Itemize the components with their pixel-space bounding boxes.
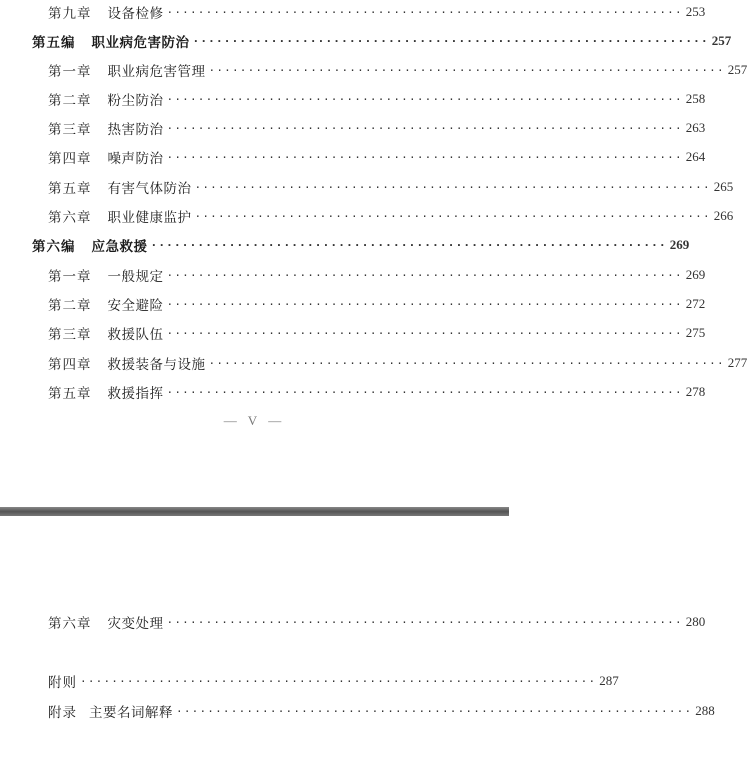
chapter-title: 救援指挥 — [107, 386, 164, 402]
page-number: 287 — [599, 673, 619, 688]
chapter-title: 安全避险 — [107, 298, 164, 314]
page-number: 253 — [685, 4, 706, 19]
dot-leader: ·································································· — [80, 674, 597, 688]
dot-leader: ·································································· — [166, 297, 683, 311]
toc-entry — [48, 264, 706, 286]
page-number: 263 — [685, 120, 706, 135]
chapter-number: 第三章 — [48, 122, 92, 138]
dot-leader: ·································································· — [208, 63, 725, 77]
part-number: 第六编 — [32, 239, 76, 255]
page-number: 269 — [669, 237, 690, 252]
toc-entry — [48, 146, 706, 168]
section-label: 附则 — [48, 675, 77, 691]
chapter-title: 噪声防治 — [107, 151, 164, 167]
toc-entry — [48, 205, 734, 227]
chapter-number: 第五章 — [48, 386, 92, 402]
chapter-number: 第一章 — [48, 64, 92, 80]
toc-entry — [48, 352, 747, 374]
page-number: 258 — [685, 91, 706, 106]
chapter-number: 第一章 — [48, 269, 92, 285]
toc-entry — [48, 1, 706, 23]
page-number: 288 — [695, 703, 715, 718]
page-number: 272 — [685, 296, 706, 311]
toc-part-entry — [32, 30, 732, 52]
toc-page-bottom — [0, 516, 715, 773]
toc-entry — [48, 611, 706, 633]
dot-leader: ·································································· — [166, 5, 683, 19]
page-number: 264 — [685, 149, 706, 164]
chapter-number: 第四章 — [48, 357, 92, 373]
dot-leader: ·································································· — [166, 385, 683, 399]
toc-entry — [48, 381, 706, 403]
page-number: 266 — [713, 208, 734, 223]
page-number: 280 — [685, 614, 706, 629]
chapter-title: 热害防治 — [107, 122, 164, 138]
chapter-number: 第四章 — [48, 151, 92, 167]
toc-entry — [48, 88, 706, 110]
dot-leader: ·································································· — [166, 268, 683, 282]
page-number: 275 — [685, 325, 706, 340]
chapter-number: 第六章 — [48, 210, 92, 226]
chapter-title: 设备检修 — [107, 6, 164, 22]
dot-leader: ·································································· — [150, 238, 667, 252]
chapter-number: 第二章 — [48, 298, 92, 314]
dot-leader: ·································································· — [166, 92, 683, 106]
chapter-number: 第五章 — [48, 181, 92, 197]
toc-entry — [48, 293, 706, 315]
chapter-number: 第九章 — [48, 6, 92, 22]
dot-leader: ·································································· — [166, 615, 683, 629]
toc-entry — [48, 117, 706, 139]
part-title: 应急救援 — [91, 239, 148, 255]
page-number: 257 — [711, 33, 732, 48]
chapter-title: 救援队伍 — [107, 327, 164, 343]
dot-leader: ·································································· — [166, 326, 683, 340]
part-number: 第五编 — [32, 35, 76, 51]
section-title: 主要名词解释 — [89, 705, 173, 721]
chapter-number: 第二章 — [48, 93, 92, 109]
dot-leader: ·································································· — [194, 209, 711, 223]
dot-leader: ·································································· — [176, 704, 693, 718]
page-number: 265 — [713, 179, 734, 194]
page-number: 277 — [727, 355, 747, 370]
toc-entry — [48, 59, 747, 81]
dot-leader: ·································································· — [166, 121, 683, 135]
page-number: 269 — [685, 267, 706, 282]
toc-part-entry — [32, 234, 690, 256]
page-footer: — V — — [223, 413, 286, 428]
page-number: 257 — [727, 62, 747, 77]
chapter-title: 职业健康监护 — [107, 210, 192, 226]
dot-leader: ·································································· — [208, 356, 725, 370]
chapter-number: 第三章 — [48, 327, 92, 343]
part-title: 职业病危害防治 — [91, 35, 190, 51]
page-separator — [0, 507, 509, 516]
page-number: 278 — [685, 384, 706, 399]
chapter-title: 灾变处理 — [107, 616, 164, 632]
chapter-title: 救援装备与设施 — [107, 357, 206, 373]
chapter-title: 一般规定 — [107, 269, 164, 285]
dot-leader: ·································································· — [192, 34, 709, 48]
toc-entry — [48, 322, 706, 344]
section-label: 附录 — [48, 705, 77, 721]
toc-entry-appendix — [48, 700, 715, 722]
toc-entry — [48, 176, 734, 198]
chapter-title: 有害气体防治 — [107, 181, 192, 197]
dot-leader: ·································································· — [194, 180, 711, 194]
toc-entry-appendix-rules — [48, 670, 619, 692]
dot-leader: ·································································· — [166, 150, 683, 164]
chapter-title: 粉尘防治 — [107, 93, 164, 109]
chapter-title: 职业病危害管理 — [107, 64, 206, 80]
chapter-number: 第六章 — [48, 616, 92, 632]
